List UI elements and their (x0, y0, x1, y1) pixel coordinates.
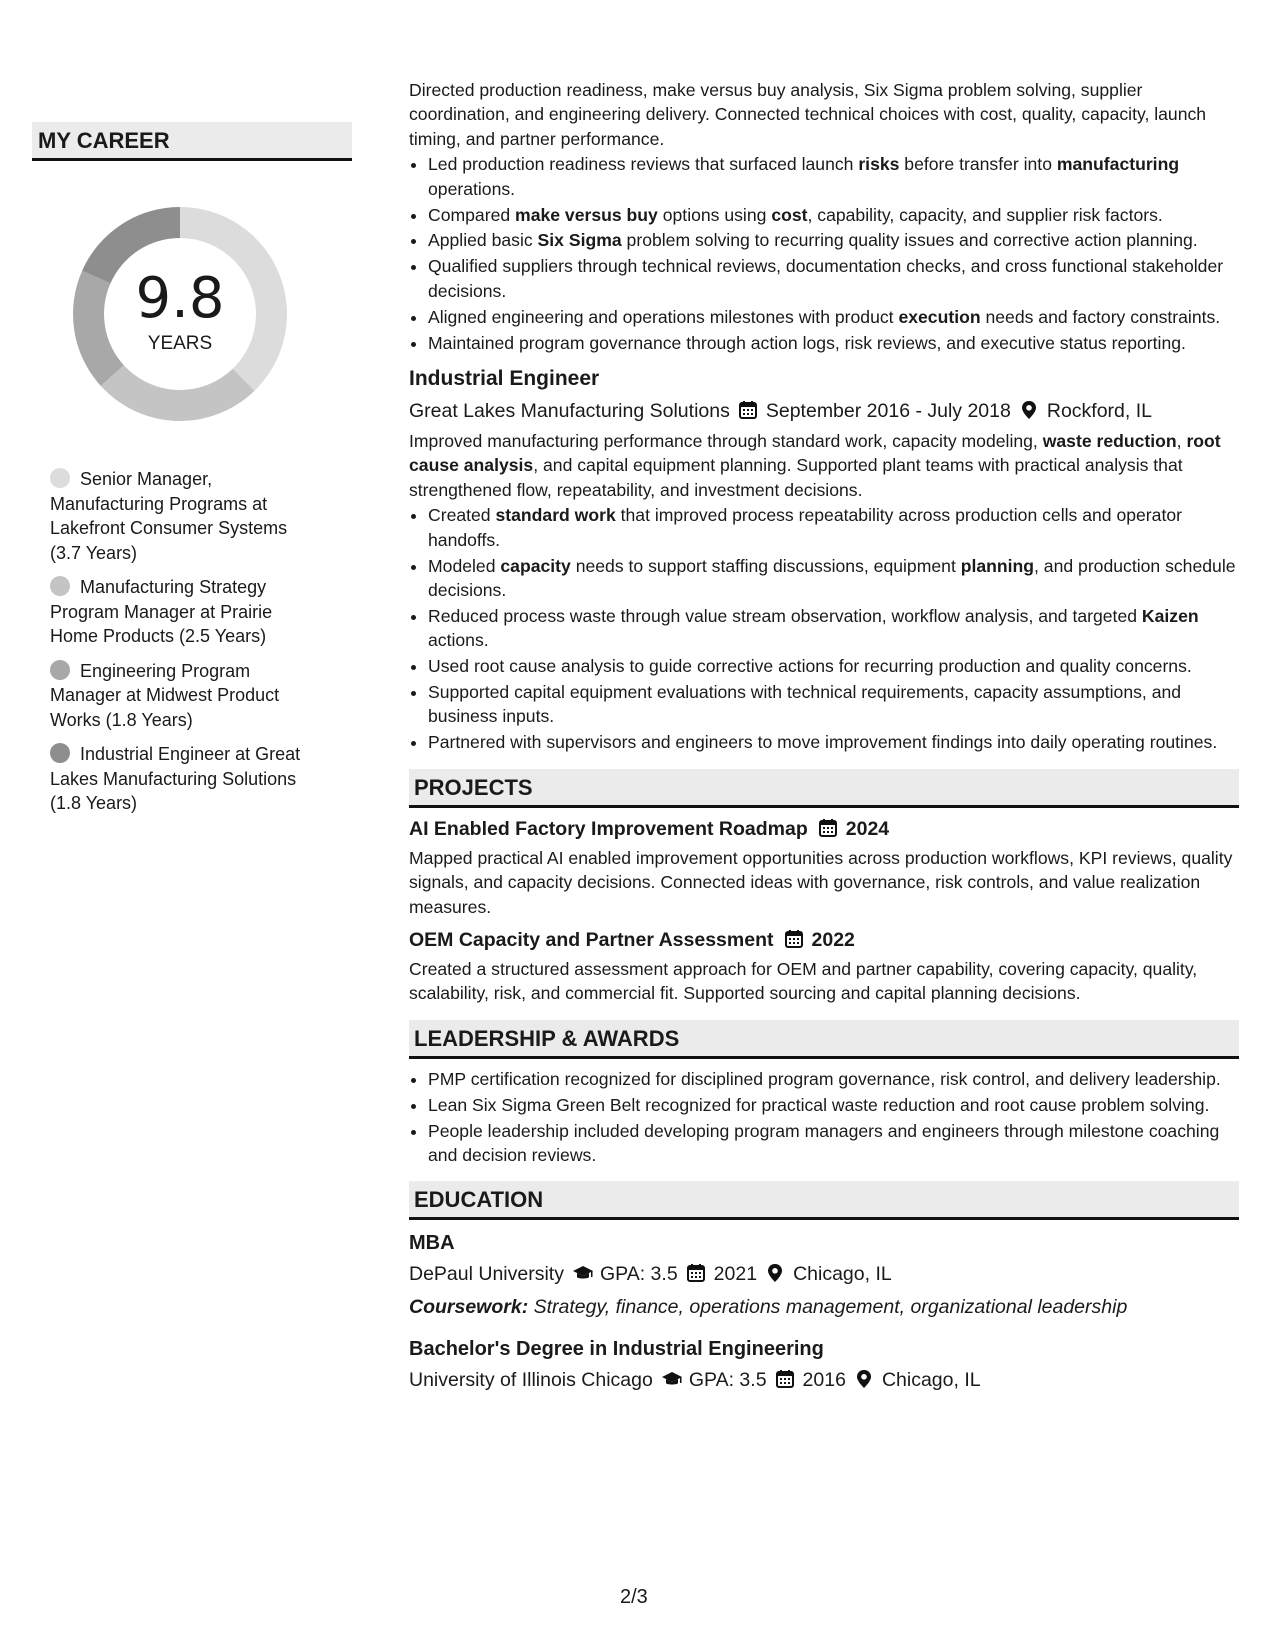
legend-item (50, 575, 320, 649)
prev-job-bullets (409, 152, 1239, 355)
project-name: OEM Capacity and Partner Assessment (409, 928, 774, 951)
project-year: 2022 (811, 928, 855, 951)
coursework-label: Coursework: (409, 1296, 529, 1319)
job-dates: September 2016 - July 2018 (765, 399, 1011, 422)
school-location: Chicago, IL (881, 1369, 981, 1392)
text-run: , (1176, 430, 1187, 451)
coursework (409, 1292, 1239, 1322)
project-name: AI Enabled Factory Improvement Roadmap (409, 817, 808, 840)
awards-heading: LEADERSHIP & AWARDS (409, 1020, 1239, 1059)
prev-job-summary: Directed production readiness, make versus buy analysis, Six Sigma problem solving, supplier coordination, and engineering delivery. Connected technical choices with cost, quality, capacity, launch timing, and partner performance. (409, 80, 1207, 149)
keyword: Six Sigma (537, 230, 622, 251)
job-meta (409, 396, 1239, 426)
job-title: Industrial Engineer (409, 366, 600, 390)
total-years-value: 9.8 (135, 266, 225, 331)
career-heading: MY CAREER (32, 122, 352, 161)
donut-segment (101, 365, 255, 421)
page-number: 2/3 (620, 1586, 648, 1608)
location-pin-icon (854, 1369, 876, 1389)
legend-dot (50, 576, 70, 596)
bullet-item (428, 654, 1239, 678)
education-heading: EDUCATION (409, 1181, 1239, 1220)
job-location: Rockford, IL (1046, 399, 1152, 422)
keyword: risks (858, 154, 900, 175)
projects-heading: PROJECTS (409, 769, 1239, 808)
text-run: options using (657, 204, 772, 225)
job-bullets (409, 503, 1239, 755)
project-title (409, 816, 1239, 842)
job-company: Great Lakes Manufacturing Solutions (409, 399, 730, 422)
text-run: Improved manufacturing performance through standard work, capacity modeling, (409, 430, 1043, 451)
location-pin-icon (1019, 400, 1041, 420)
keyword: Kaizen (1141, 605, 1199, 626)
text-run: Compared (428, 204, 516, 225)
legend-label: Manufacturing Strategy Program Manager at Prairie Home Products (2.5 Years) (50, 577, 273, 646)
text-run: Partnered with supervisors and engineers to move improvement findings into daily operating routines. (428, 732, 1218, 753)
bullet-item (428, 254, 1239, 303)
school-location: Chicago, IL (793, 1263, 892, 1286)
text-run: , and capital equipment planning. Supported plant teams with practical analysis that strengthened flow, repeatability, and investment decisions. (409, 455, 1183, 500)
award-item: • Lean Six Sigma Green Belt recognized for practical waste reduction and root cause problem solving. (428, 1093, 1239, 1117)
gpa: GPA: 3.5 (688, 1369, 767, 1392)
keyword: execution (898, 306, 981, 327)
location-pin-icon (765, 1263, 787, 1283)
calendar-icon (784, 929, 806, 949)
degree-meta (409, 1365, 1239, 1395)
bullet-item (428, 228, 1239, 252)
keyword: capacity (500, 555, 571, 576)
bullet-item (428, 554, 1239, 603)
degree-title: MBA (409, 1232, 455, 1255)
school-name: University of Illinois Chicago (409, 1369, 653, 1392)
text-run: Qualified suppliers through technical reviews, documentation checks, and cross functional stakeholder decisions. (428, 256, 1224, 301)
text-run: , and production schedule decisions. (428, 555, 1236, 600)
awards-list (409, 1067, 1239, 1168)
keyword: cost (771, 204, 808, 225)
job-summary (409, 429, 1239, 502)
calendar-icon (686, 1263, 708, 1283)
calendar-icon (738, 400, 760, 420)
total-years-unit: YEARS (147, 333, 213, 354)
text-run: Maintained program governance through action logs, risk reviews, and executive status reporting. (428, 332, 1186, 353)
school-name: DePaul University (409, 1263, 564, 1286)
keyword: standard work (495, 505, 616, 526)
calendar-icon (818, 818, 840, 838)
text-run: actions. (428, 630, 489, 651)
text-run: Created (428, 505, 496, 526)
legend-item (50, 659, 320, 733)
bullet-item (428, 203, 1239, 227)
degree-title: Bachelor's Degree in Industrial Engineering (409, 1338, 824, 1361)
project-desc: Created a structured assessment approach for OEM and partner capability, covering capacity, quality, scalability, risk, and commercial fit. Supported sourcing and capital planning decisions. (409, 958, 1198, 1004)
project-desc: Mapped practical AI enabled improvement opportunities across production workflows, KPI reviews, quality signals, and capacity decisions. Connected ideas with governance, risk controls, and value realization measures. (409, 847, 1233, 917)
text-run: Applied basic (428, 230, 538, 251)
legend-label: Senior Manager, Manufacturing Programs at Lakefront Consumer Systems (3.7 Years) (50, 469, 288, 563)
keyword: make versus buy (515, 204, 658, 225)
keyword: planning (960, 555, 1035, 576)
legend-item (50, 467, 320, 565)
grad-year: 2021 (713, 1263, 758, 1286)
text-run: needs to support staffing discussions, equipment (570, 555, 961, 576)
text-run: before transfer into (899, 154, 1057, 175)
text-run: operations. (428, 178, 516, 199)
legend-dot (50, 660, 70, 680)
text-run: Supported capital equipment evaluations with technical requirements, capacity assumptions, and business inputs. (428, 682, 1182, 727)
coursework-text: Strategy, finance, operations management, organizational leadership (528, 1296, 1128, 1319)
legend-dot (50, 743, 70, 763)
award-item: • PMP certification recognized for disciplined program governance, risk control, and delivery leadership. (428, 1067, 1239, 1091)
text-run: that improved process repeatability across production cells and operator handoffs. (428, 505, 1182, 550)
text-run: , capability, capacity, and supplier risk factors. (807, 204, 1163, 225)
text-run: needs and factory constraints. (980, 306, 1221, 327)
graduation-cap-icon (661, 1369, 683, 1389)
bullet-item (428, 604, 1239, 653)
main-column (409, 78, 1239, 1398)
text-run: problem solving to recurring quality issues and corrective action planning. (621, 230, 1198, 251)
project-year: 2024 (845, 817, 890, 840)
project-title (409, 927, 1239, 953)
calendar-icon (775, 1369, 797, 1389)
career-sidebar (32, 122, 352, 826)
bullet-item (428, 503, 1239, 552)
text-run: Reduced process waste through value stream observation, workflow analysis, and targeted (428, 605, 1142, 626)
text-run: Aligned engineering and operations milestones with product (428, 306, 899, 327)
career-donut-chart (65, 199, 295, 429)
degree-meta (409, 1259, 1239, 1289)
bullet-item (428, 680, 1239, 729)
graduation-cap-icon (572, 1263, 594, 1283)
text-run: Used root cause analysis to guide corrective actions for recurring production and quality concerns. (428, 656, 1192, 677)
text-run: Led production readiness reviews that surfaced launch (428, 154, 859, 175)
legend-label: Industrial Engineer at Great Lakes Manufacturing Solutions (1.8 Years) (50, 744, 301, 813)
grad-year: 2016 (802, 1369, 846, 1392)
text-run: Modeled (428, 555, 501, 576)
legend-dot (50, 468, 70, 488)
legend-label: Engineering Program Manager at Midwest Product Works (1.8 Years) (50, 660, 280, 730)
bullet-item (428, 305, 1239, 329)
gpa: GPA: 3.5 (599, 1263, 678, 1286)
keyword: manufacturing (1056, 154, 1180, 175)
award-item: • People leadership included developing program managers and engineers through milestone coaching and decision reviews. (428, 1119, 1239, 1168)
bullet-item (428, 152, 1239, 201)
legend-item (50, 742, 320, 816)
bullet-item (428, 331, 1239, 355)
keyword: waste reduction (1042, 430, 1177, 451)
career-legend (50, 467, 320, 816)
keyword: root cause analysis (409, 430, 1221, 476)
bullet-item (428, 730, 1239, 754)
